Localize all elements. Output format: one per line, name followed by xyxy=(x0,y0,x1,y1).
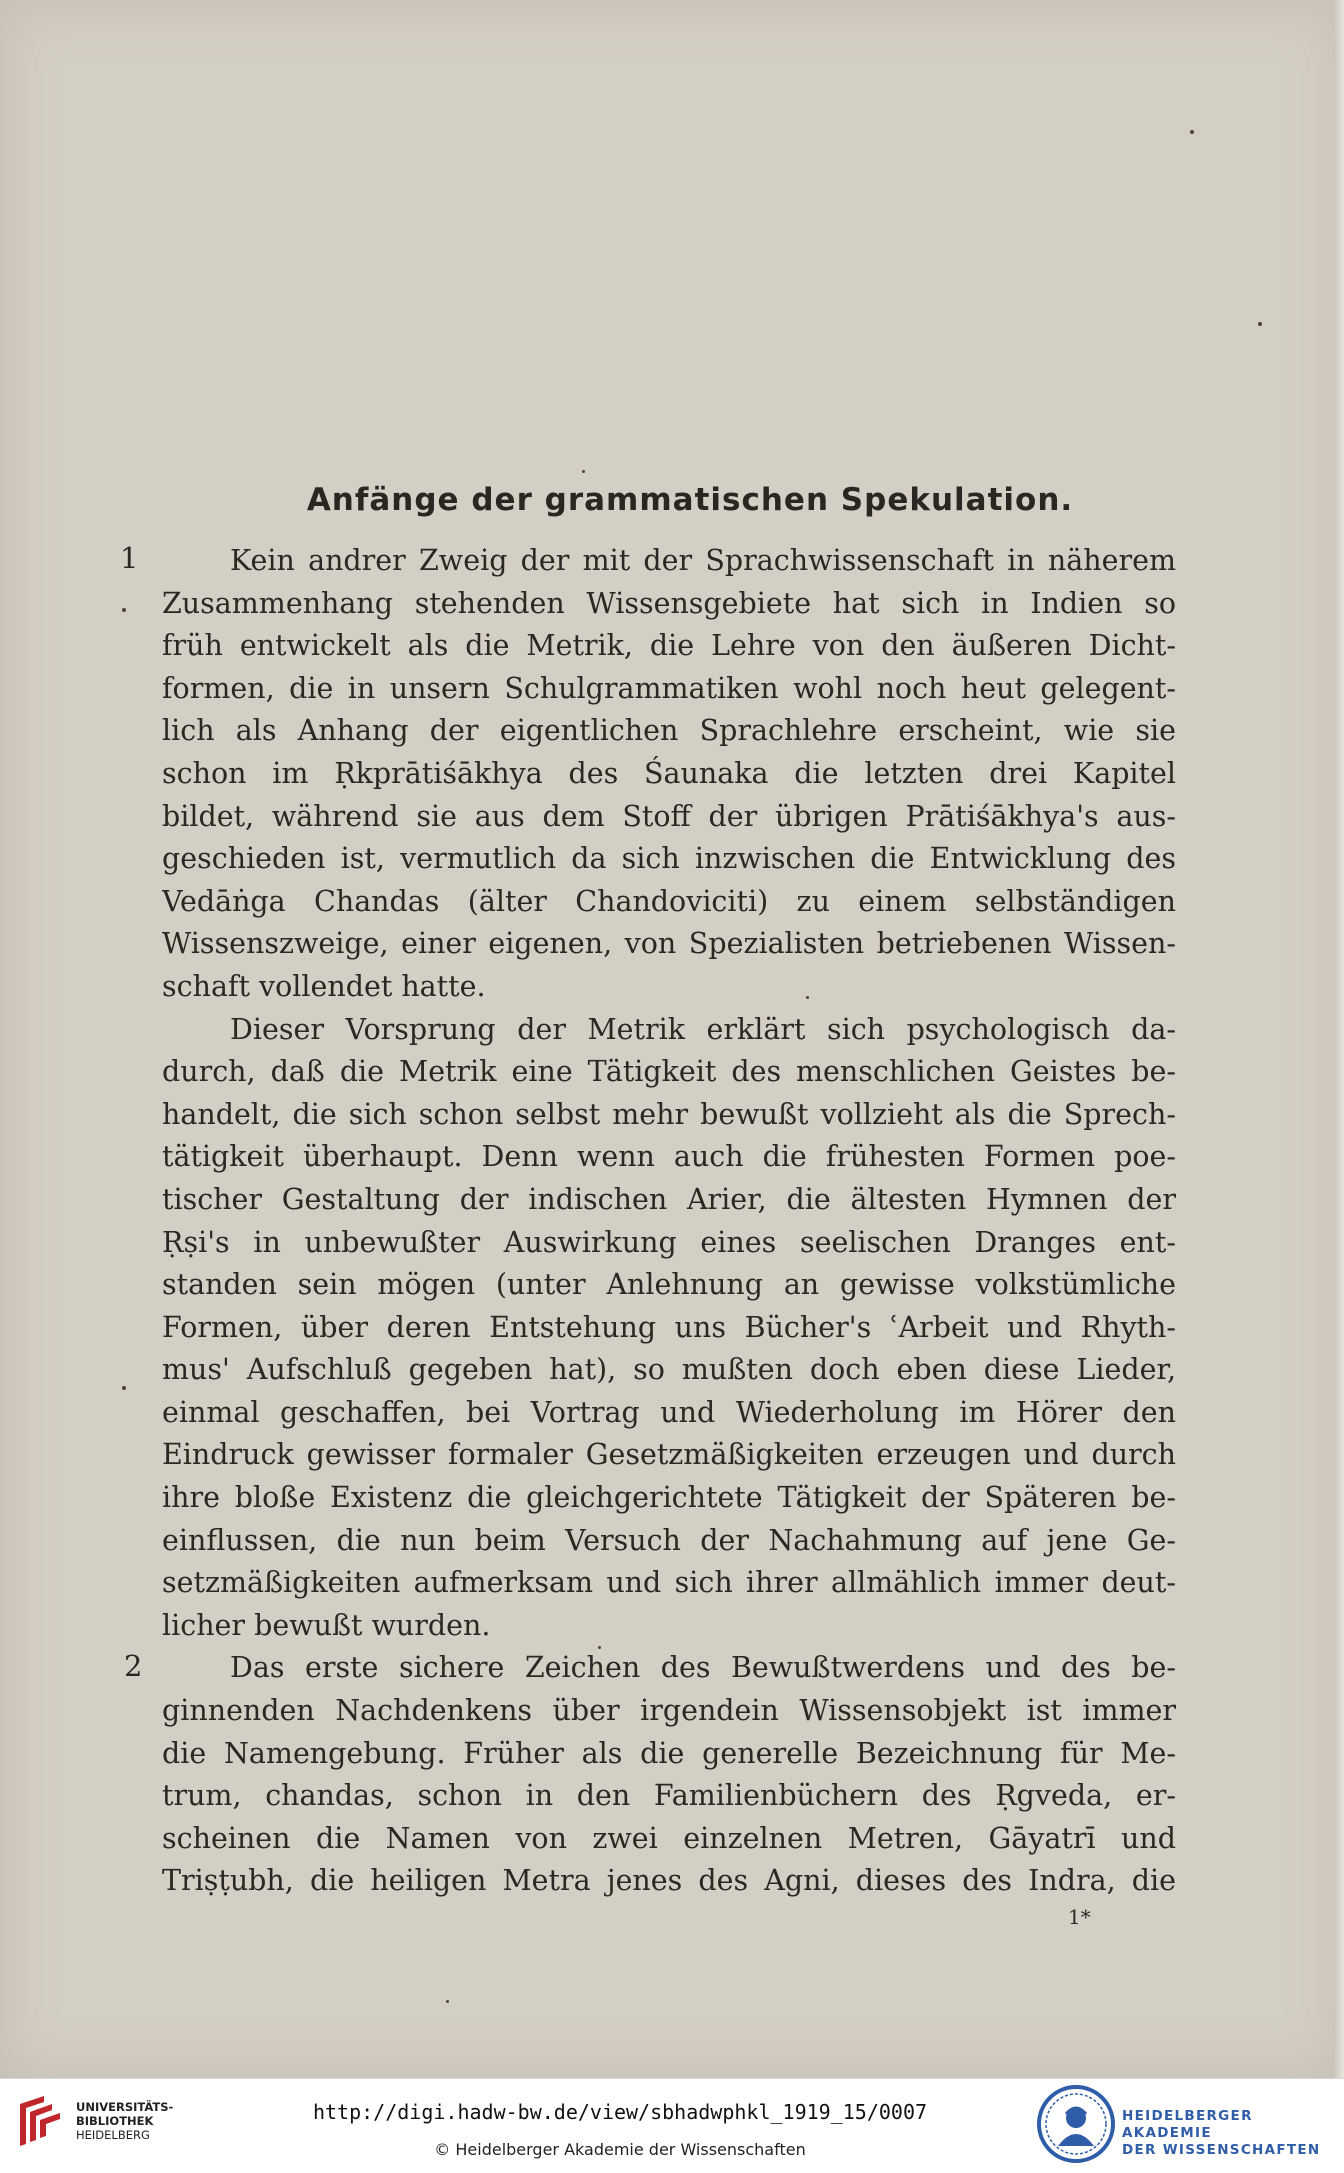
paragraph xyxy=(162,540,1176,1009)
text-line: geschieden ist, vermutlich da sich inzwischen die Entwicklung des xyxy=(162,842,1176,876)
text-line: lich als Anhang der eigentlichen Sprachlehre erscheint, wie sie xyxy=(162,714,1176,748)
text-line: ginnenden Nachdenkens über irgendein Wissensobjekt ist immer xyxy=(162,1694,1176,1728)
university-library-logo-icon xyxy=(14,2094,66,2150)
body-text xyxy=(162,540,1176,1903)
text-line: standen sein mögen (unter Anlehnung an gewisse volkstümliche xyxy=(162,1268,1176,1302)
paragraph-number: 1 xyxy=(120,541,139,575)
scan-speck xyxy=(122,608,126,612)
text-line: Eindruck gewisser formaler Gesetzmäßigkeiten erzeugen und durch xyxy=(162,1438,1176,1472)
text-line: Triṣṭubh, die heiligen Metra jenes des Agni, dieses des Indra, die xyxy=(162,1864,1176,1898)
text-line: Zusammenhang stehenden Wissensgebiete hat sich in Indien so xyxy=(162,586,1176,620)
text-line: handelt, die sich schon selbst mehr bewußt vollzieht als die Sprech- xyxy=(162,1097,1176,1131)
text-line: mus' Aufschluß gegeben hat), so mußten doch eben diese Lieder, xyxy=(162,1353,1176,1387)
scan-speck xyxy=(122,1386,126,1390)
paragraph xyxy=(162,1647,1176,1903)
text-line: ihre bloße Existenz die gleichgerichtete Tätigkeit der Späteren be- xyxy=(162,1481,1176,1515)
academy-name-line: HEIDELBERGER AKADEMIE xyxy=(1122,2108,1253,2141)
page-heading: Anfänge der grammatischen Spekulation. xyxy=(306,482,1074,518)
text-line: Dieser Vorsprung der Metrik erklärt sich psychologisch da- xyxy=(230,1012,1176,1046)
text-line: tischer Gestaltung der indischen Arier, die ältesten Hymnen der xyxy=(162,1182,1176,1216)
text-line: einflussen, die nun beim Versuch der Nachahmung auf jene Ge- xyxy=(162,1523,1176,1557)
text-line: formen, die in unsern Schulgrammatiken wohl noch heut gelegent- xyxy=(162,671,1176,705)
text-line: die Namengebung. Früher als die generelle Bezeichnung für Me- xyxy=(162,1736,1176,1770)
text-line: setzmäßigkeiten aufmerksam und sich ihrer allmählich immer deut- xyxy=(162,1566,1176,1600)
text-line: Formen, über deren Entstehung uns Bücher's ʿArbeit und Rhyth- xyxy=(162,1310,1176,1344)
text-line: Kein andrer Zweig der mit der Sprachwissenschaft in näherem xyxy=(230,544,1176,577)
footnote-marker: 1* xyxy=(1068,1905,1091,1929)
library-name-line: UNIVERSITÄTS- xyxy=(76,2100,174,2114)
academy-name-line: DER WISSENSCHAFTEN xyxy=(1122,2142,1321,2158)
university-library-name xyxy=(76,2100,173,2142)
scan-speck xyxy=(446,2000,449,2003)
text-line: bildet, während sie aus dem Stoff der übrigen Prātiśākhya's aus- xyxy=(162,799,1176,833)
page-edge xyxy=(1334,0,1344,2078)
academy-name xyxy=(1122,2108,1344,2159)
text-line: trum, chandas, schon in den Familienbüchern des Ṛgveda, er- xyxy=(162,1779,1176,1813)
text-line: Ṛṣi's in unbewußter Auswirkung eines seelischen Dranges ent- xyxy=(162,1225,1176,1259)
text-line: Wissenszweige, einer eigenen, von Spezialisten betriebenen Wissen- xyxy=(162,927,1176,961)
library-name-line: HEIDELBERG xyxy=(76,2128,150,2142)
scan-speck xyxy=(1190,130,1194,134)
paragraph xyxy=(162,1009,1176,1648)
academy-seal-icon xyxy=(1036,2084,1116,2164)
copyright-notice: © Heidelberger Akademie der Wissenschaften xyxy=(434,2140,806,2159)
text-line: tätigkeit überhaupt. Denn wenn auch die frühesten Formen poe- xyxy=(162,1140,1176,1174)
text-line: einmal geschaffen, bei Vortrag und Wiederholung im Hörer den xyxy=(162,1395,1176,1429)
text-line: durch, daß die Metrik eine Tätigkeit des menschlichen Geistes be- xyxy=(162,1055,1176,1089)
library-name-line: BIBLIOTHEK xyxy=(76,2114,154,2128)
paragraph-number: 2 xyxy=(124,1649,143,1683)
text-line: scheinen die Namen von zwei einzelnen Metren, Gāyatrī und xyxy=(162,1821,1176,1855)
scan-speck xyxy=(582,470,585,473)
text-line: schaft vollendet hatte. xyxy=(162,969,486,1003)
text-line: Das erste sichere Zeichen des Bewußtwerdens und des be- xyxy=(230,1651,1176,1685)
text-line: Vedāṅga Chandas (älter Chandoviciti) zu einem selbständigen xyxy=(162,884,1176,918)
text-line: licher bewußt wurden. xyxy=(162,1608,491,1642)
scan-speck xyxy=(1258,322,1262,326)
text-line: schon im Ṛkprātiśākhya des Śaunaka die letzten drei Kapitel xyxy=(162,756,1176,790)
permalink[interactable]: http://digi.hadw-bw.de/view/sbhadwphkl_1919_15/0007 xyxy=(312,2100,928,2124)
text-line: früh entwickelt als die Metrik, die Lehre von den äußeren Dicht- xyxy=(162,629,1176,663)
